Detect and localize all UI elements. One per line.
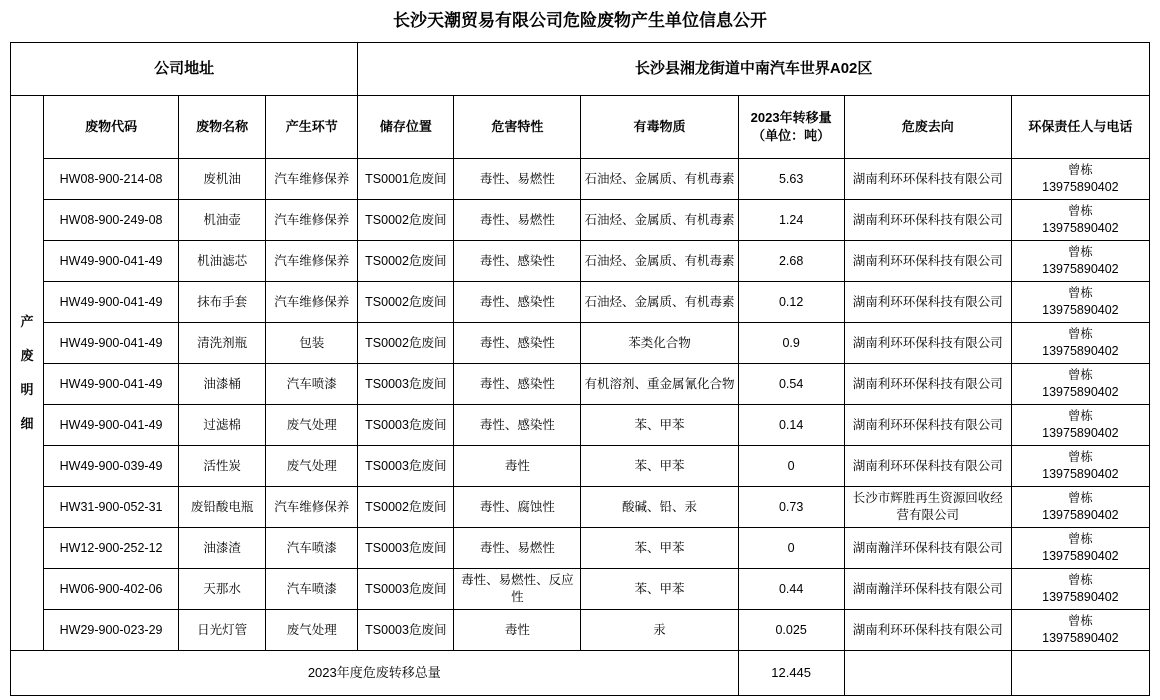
contact-name: 曾栋 xyxy=(1067,491,1093,506)
contact-phone: 13975890402 xyxy=(1042,508,1119,522)
contact-cell xyxy=(1011,405,1149,446)
destination-cell: 湖南瀚洋环保科技有限公司 xyxy=(844,528,1011,569)
contact-cell xyxy=(1011,200,1149,241)
amount-cell: 0.73 xyxy=(738,487,844,528)
process-cell: 汽车喷漆 xyxy=(266,364,358,405)
storage-cell: TS0002危废间 xyxy=(358,323,454,364)
contact-phone: 13975890402 xyxy=(1042,467,1119,481)
hazard-cell: 毒性、感染性 xyxy=(454,282,581,323)
storage-cell: TS0002危废间 xyxy=(358,487,454,528)
storage-cell: TS0003危废间 xyxy=(358,405,454,446)
destination-cell: 湖南利环环保科技有限公司 xyxy=(844,446,1011,487)
column-header-amount-line2: （单位：吨） xyxy=(752,128,831,143)
contact-name: 曾栋 xyxy=(1067,163,1093,178)
waste-name-cell: 废机油 xyxy=(179,159,266,200)
destination-cell: 湖南利环环保科技有限公司 xyxy=(844,282,1011,323)
column-header-code: 废物代码 xyxy=(44,96,179,159)
waste-code-cell: HW08-900-249-08 xyxy=(44,200,179,241)
waste-code-cell: HW49-900-041-49 xyxy=(44,364,179,405)
column-header-storage: 储存位置 xyxy=(358,96,454,159)
amount-cell: 0.12 xyxy=(738,282,844,323)
amount-cell: 0.9 xyxy=(738,323,844,364)
destination-cell: 湖南利环环保科技有限公司 xyxy=(844,405,1011,446)
contact-name: 曾栋 xyxy=(1067,450,1093,465)
amount-cell: 0 xyxy=(738,446,844,487)
amount-cell: 0.14 xyxy=(738,405,844,446)
section-label-cell xyxy=(11,96,44,651)
waste-name-cell: 抹布手套 xyxy=(179,282,266,323)
destination-cell: 湖南瀚洋环保科技有限公司 xyxy=(844,569,1011,610)
process-cell: 汽车维修保养 xyxy=(266,241,358,282)
destination-cell: 湖南利环环保科技有限公司 xyxy=(844,200,1011,241)
table-row xyxy=(11,241,1150,282)
waste-name-cell: 活性炭 xyxy=(179,446,266,487)
contact-name: 曾栋 xyxy=(1067,368,1093,383)
storage-cell: TS0003危废间 xyxy=(358,569,454,610)
contact-phone: 13975890402 xyxy=(1042,631,1119,645)
waste-code-cell: HW49-900-041-49 xyxy=(44,241,179,282)
contact-phone: 13975890402 xyxy=(1042,180,1119,194)
waste-code-cell: HW49-900-039-49 xyxy=(44,446,179,487)
table-row xyxy=(11,405,1150,446)
storage-cell: TS0002危废间 xyxy=(358,282,454,323)
waste-code-cell: HW06-900-402-06 xyxy=(44,569,179,610)
column-header-toxic: 有毒物质 xyxy=(581,96,738,159)
page-title: 长沙天潮贸易有限公司危险废物产生单位信息公开 xyxy=(393,11,767,30)
waste-code-cell: HW12-900-252-12 xyxy=(44,528,179,569)
company-address-label: 公司地址 xyxy=(11,43,358,96)
waste-name-cell: 机油壶 xyxy=(179,200,266,241)
hazard-cell: 毒性、感染性 xyxy=(454,241,581,282)
toxic-cell: 苯、甲苯 xyxy=(581,446,738,487)
contact-cell xyxy=(1011,159,1149,200)
column-header-process: 产生环节 xyxy=(266,96,358,159)
contact-phone: 13975890402 xyxy=(1042,385,1119,399)
table-row xyxy=(11,282,1150,323)
storage-cell: TS0002危废间 xyxy=(358,200,454,241)
column-header-contact: 环保责任人与电话 xyxy=(1011,96,1149,159)
toxic-cell: 石油烃、金属质、有机毒素 xyxy=(581,200,738,241)
column-header-destination: 危废去向 xyxy=(844,96,1011,159)
section-label: 产废明细 xyxy=(20,314,34,431)
toxic-cell: 石油烃、金属质、有机毒素 xyxy=(581,159,738,200)
contact-cell xyxy=(1011,528,1149,569)
amount-cell: 0.025 xyxy=(738,610,844,651)
storage-cell: TS0002危废间 xyxy=(358,241,454,282)
hazard-cell: 毒性、易燃性 xyxy=(454,200,581,241)
waste-name-cell: 机油滤芯 xyxy=(179,241,266,282)
contact-name: 曾栋 xyxy=(1067,286,1093,301)
contact-phone: 13975890402 xyxy=(1042,221,1119,235)
total-row xyxy=(11,651,1150,696)
contact-cell xyxy=(1011,282,1149,323)
toxic-cell: 酸碱、铅、汞 xyxy=(581,487,738,528)
waste-name-cell: 油漆渣 xyxy=(179,528,266,569)
storage-cell: TS0003危废间 xyxy=(358,446,454,487)
process-cell: 汽车喷漆 xyxy=(266,528,358,569)
contact-name: 曾栋 xyxy=(1067,204,1093,219)
waste-code-cell: HW49-900-041-49 xyxy=(44,323,179,364)
destination-cell: 湖南利环环保科技有限公司 xyxy=(844,610,1011,651)
contact-phone: 13975890402 xyxy=(1042,303,1119,317)
process-cell: 汽车维修保养 xyxy=(266,282,358,323)
amount-cell: 0.44 xyxy=(738,569,844,610)
contact-cell xyxy=(1011,241,1149,282)
storage-cell: TS0003危废间 xyxy=(358,528,454,569)
contact-phone: 13975890402 xyxy=(1042,262,1119,276)
column-header-name: 废物名称 xyxy=(179,96,266,159)
amount-cell: 2.68 xyxy=(738,241,844,282)
amount-cell: 0 xyxy=(738,528,844,569)
table-row xyxy=(11,528,1150,569)
contact-phone: 13975890402 xyxy=(1042,344,1119,358)
column-header-amount-line1: 2023年转移量 xyxy=(750,110,832,126)
total-destination-empty-cell xyxy=(844,651,1011,696)
contact-name: 曾栋 xyxy=(1067,245,1093,260)
process-cell: 废气处理 xyxy=(266,610,358,651)
hazard-cell: 毒性、易燃性、反应性 xyxy=(454,569,581,610)
table-row xyxy=(11,569,1150,610)
process-cell: 汽车维修保养 xyxy=(266,200,358,241)
contact-name: 曾栋 xyxy=(1067,409,1093,424)
waste-code-cell: HW31-900-052-31 xyxy=(44,487,179,528)
contact-name: 曾栋 xyxy=(1067,532,1093,547)
hazard-cell: 毒性 xyxy=(454,610,581,651)
amount-cell: 1.24 xyxy=(738,200,844,241)
storage-cell: TS0003危废间 xyxy=(358,364,454,405)
total-label: 2023年度危废转移总量 xyxy=(11,651,739,696)
column-header-hazard: 危害特性 xyxy=(454,96,581,159)
table-row xyxy=(11,323,1150,364)
contact-cell xyxy=(1011,610,1149,651)
table-row xyxy=(11,364,1150,405)
contact-cell xyxy=(1011,364,1149,405)
process-cell: 废气处理 xyxy=(266,446,358,487)
storage-cell: TS0001危废间 xyxy=(358,159,454,200)
waste-code-cell: HW08-900-214-08 xyxy=(44,159,179,200)
table-row xyxy=(11,200,1150,241)
destination-cell: 湖南利环环保科技有限公司 xyxy=(844,159,1011,200)
amount-cell: 0.54 xyxy=(738,364,844,405)
destination-cell: 湖南利环环保科技有限公司 xyxy=(844,364,1011,405)
column-header-amount xyxy=(738,96,844,159)
hazard-cell: 毒性、易燃性 xyxy=(454,528,581,569)
destination-cell: 长沙市辉胜再生资源回收经营有限公司 xyxy=(844,487,1011,528)
destination-cell: 湖南利环环保科技有限公司 xyxy=(844,323,1011,364)
table-header-row xyxy=(11,96,1150,159)
contact-phone: 13975890402 xyxy=(1042,590,1119,604)
process-cell: 包装 xyxy=(266,323,358,364)
hazard-cell: 毒性、易燃性 xyxy=(454,159,581,200)
toxic-cell: 苯类化合物 xyxy=(581,323,738,364)
contact-name: 曾栋 xyxy=(1067,573,1093,588)
toxic-cell: 苯、甲苯 xyxy=(581,569,738,610)
amount-cell: 5.63 xyxy=(738,159,844,200)
toxic-cell: 汞 xyxy=(581,610,738,651)
contact-phone: 13975890402 xyxy=(1042,549,1119,563)
contact-name: 曾栋 xyxy=(1067,614,1093,629)
hazard-cell: 毒性 xyxy=(454,446,581,487)
contact-cell xyxy=(1011,487,1149,528)
contact-phone: 13975890402 xyxy=(1042,426,1119,440)
process-cell: 汽车维修保养 xyxy=(266,487,358,528)
hazard-cell: 毒性、感染性 xyxy=(454,405,581,446)
contact-name: 曾栋 xyxy=(1067,327,1093,342)
waste-code-cell: HW29-900-023-29 xyxy=(44,610,179,651)
contact-cell xyxy=(1011,446,1149,487)
destination-cell: 湖南利环环保科技有限公司 xyxy=(844,241,1011,282)
company-address-value: 长沙县湘龙街道中南汽车世界A02区 xyxy=(358,43,1150,96)
table-row xyxy=(11,487,1150,528)
toxic-cell: 苯、甲苯 xyxy=(581,405,738,446)
process-cell: 汽车喷漆 xyxy=(266,569,358,610)
contact-cell xyxy=(1011,569,1149,610)
waste-name-cell: 油漆桶 xyxy=(179,364,266,405)
toxic-cell: 有机溶剂、重金属氰化合物 xyxy=(581,364,738,405)
waste-code-cell: HW49-900-041-49 xyxy=(44,405,179,446)
waste-name-cell: 清洗剂瓶 xyxy=(179,323,266,364)
company-address-row xyxy=(11,43,1150,96)
waste-name-cell: 废铅酸电瓶 xyxy=(179,487,266,528)
waste-name-cell: 天那水 xyxy=(179,569,266,610)
total-value: 12.445 xyxy=(738,651,844,696)
table-row xyxy=(11,610,1150,651)
hazard-cell: 毒性、腐蚀性 xyxy=(454,487,581,528)
hazardous-waste-table xyxy=(10,42,1150,696)
total-contact-empty-cell xyxy=(1011,651,1149,696)
toxic-cell: 石油烃、金属质、有机毒素 xyxy=(581,241,738,282)
waste-code-cell: HW49-900-041-49 xyxy=(44,282,179,323)
contact-cell xyxy=(1011,323,1149,364)
table-row xyxy=(11,446,1150,487)
waste-name-cell: 过滤棉 xyxy=(179,405,266,446)
storage-cell: TS0003危废间 xyxy=(358,610,454,651)
toxic-cell: 石油烃、金属质、有机毒素 xyxy=(581,282,738,323)
toxic-cell: 苯、甲苯 xyxy=(581,528,738,569)
hazard-cell: 毒性、感染性 xyxy=(454,323,581,364)
process-cell: 废气处理 xyxy=(266,405,358,446)
process-cell: 汽车维修保养 xyxy=(266,159,358,200)
table-row xyxy=(11,159,1150,200)
hazard-cell: 毒性、感染性 xyxy=(454,364,581,405)
waste-name-cell: 日光灯管 xyxy=(179,610,266,651)
